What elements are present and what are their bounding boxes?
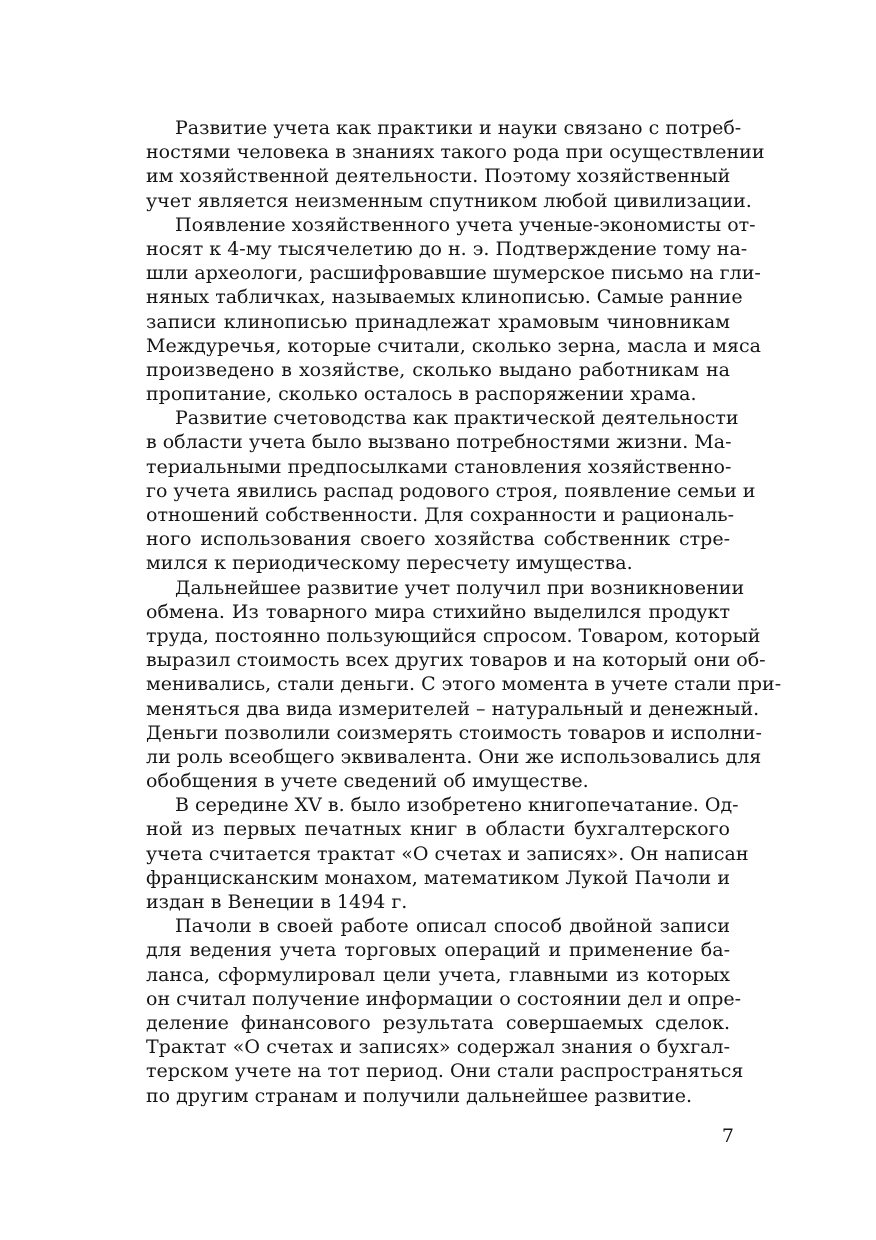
text-line: Трактат «О счетах и записях» содержал знания о бухгал-: [146, 1036, 730, 1059]
text-line: записи клинописью принадлежат храмовым чиновникам: [146, 310, 730, 333]
text-line: менивались, стали деньги. С этого момента в учете стали при-: [146, 673, 782, 696]
text-line: мился к периодическому пересчету имущества.: [146, 552, 633, 575]
text-line: произведено в хозяйстве, сколько выдано работникам на: [146, 358, 730, 381]
text-line: меняться два вида измерителей – натуральный и денежный.: [146, 697, 760, 720]
text-line: В середине XV в. было изобретено книгопечатание. Од-: [175, 794, 739, 817]
text-line: учет является неизменным спутником любой цивилизации.: [146, 189, 752, 212]
paragraph-money-exchange: [146, 576, 782, 794]
text-line: Дальнейшее развитие учет получил при возникновении: [175, 576, 745, 599]
text-line: для ведения учета торговых операций и применение ба-: [146, 939, 730, 962]
text-line: Развитие учета как практики и науки связано с потреб-: [175, 117, 742, 139]
text-line: обмена. Из товарного мира стихийно выделился продукт: [146, 600, 730, 623]
text-line: отношений собственности. Для сохранности и рациональ-: [146, 504, 735, 526]
paragraph-cuneiform-records: [146, 213, 761, 407]
text-line: ностями человека в знаниях такого рода при осуществлении: [146, 141, 765, 164]
text-line: няных табличках, называемых клинописью. Самые ранние: [146, 286, 743, 309]
text-line: труда, постоянно пользующийся спросом. Товаром, который: [146, 624, 761, 647]
text-line: шли археологи, расшифровавшие шумерское письмо на гли-: [146, 262, 761, 285]
text-line: ли роль всеобщего эквивалента. Они же использовались для: [146, 745, 762, 768]
text-line: по другим странам и получили дальнейшее развитие.: [146, 1084, 692, 1107]
text-line: терском учете на тот период. Они стали распространяться: [146, 1060, 744, 1083]
text-line: пропитание, сколько осталось в распоряжении храма.: [146, 383, 697, 406]
text-line: он считал получение информации о состоянии дел и опре-: [146, 987, 742, 1010]
text-line: Развитие счетоводства как практической деятельности: [175, 407, 739, 430]
text-line: Деньги позволили соизмерять стоимость товаров и исполни-: [146, 721, 762, 744]
text-line: выразил стоимость всех других товаров и на который они об-: [146, 649, 766, 672]
paragraph-pacioli-double-entry: [146, 914, 744, 1108]
text-line: деление финансового результата совершаемых сделок.: [146, 1011, 730, 1034]
text-line: издан в Венеции в 1494 г.: [146, 891, 408, 913]
text-line: Междуречья, которые считали, сколько зерна, масла и мяса: [146, 334, 761, 357]
paragraph-bookkeeping-development: [146, 406, 756, 575]
text-line: го учета явились распад родового строя, появление семьи и: [146, 479, 756, 502]
text-line: обобщения в учете сведений об имуществе.: [146, 770, 589, 793]
paragraph-accounting-origins: [146, 116, 765, 213]
text-line: в области учета было вызвано потребностями жизни. Ма-: [146, 431, 732, 454]
text-line: носят к 4-му тысячелетию до н. э. Подтверждение тому на-: [146, 237, 748, 260]
text-line: Пачоли в своей работе описал способ двойной записи: [175, 915, 730, 938]
text-line: ной из первых печатных книг в области бухгалтерского: [146, 818, 730, 841]
text-line: ланса, сформулировал цели учета, главными из которых: [146, 963, 730, 986]
text-line: Появление хозяйственного учета ученые-экономисты от-: [175, 213, 756, 236]
text-line: им хозяйственной деятельности. Поэтому хозяйственный: [146, 165, 731, 188]
text-line: ного использования своего хозяйства собственник стре-: [146, 528, 730, 551]
text-line: териальными предпосылками становления хозяйственно-: [146, 455, 732, 478]
page-body: [146, 116, 782, 1108]
text-line: учета считается трактат «О счетах и записях». Он написан: [146, 842, 749, 865]
text-line: францисканским монахом, математиком Лукой Пачоли и: [146, 866, 730, 889]
paragraph-printing-treatise: [146, 793, 749, 914]
page-number: 7: [721, 1125, 734, 1147]
